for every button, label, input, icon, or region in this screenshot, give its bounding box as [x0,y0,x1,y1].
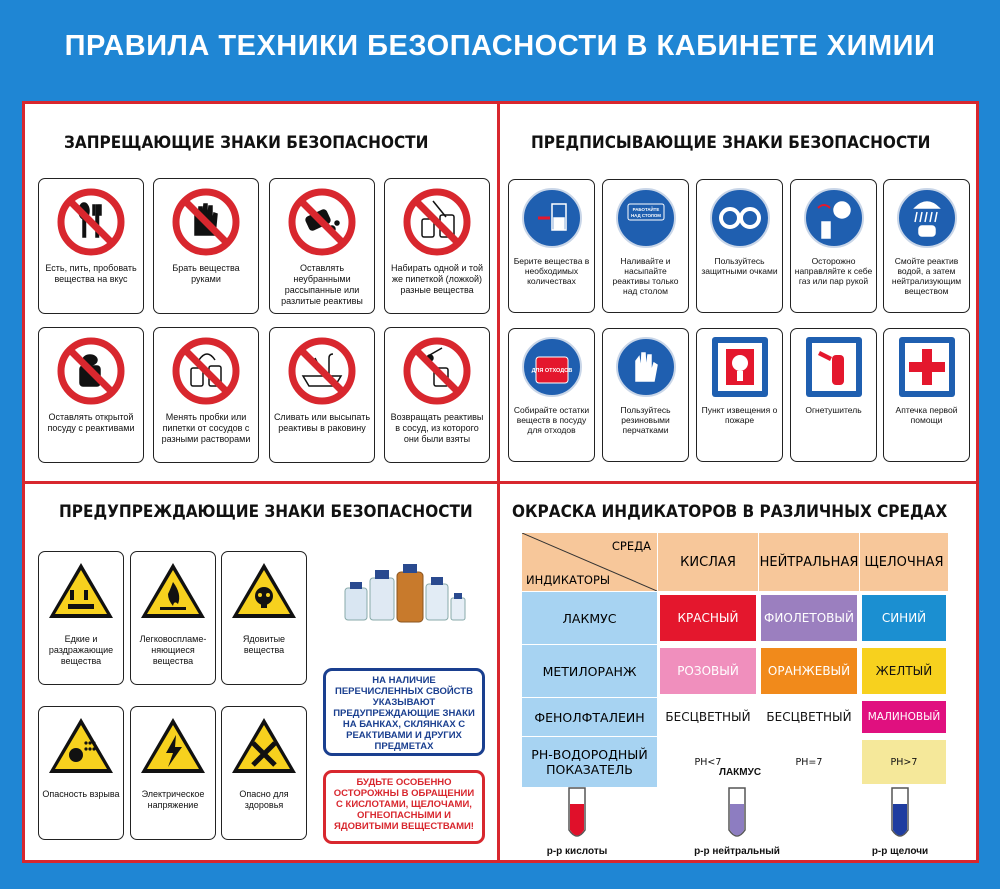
high-voltage-icon [138,715,208,782]
svg-text:РАБОТАЙТЕ: РАБОТАЙТЕ [632,207,659,212]
indicator-cell [759,645,860,698]
indicator-color: БЕСЦВЕТНЫЙ [660,701,756,733]
indicator-name: МЕТИЛОРАНЖ [522,645,658,698]
no-hand-touch-icon [171,187,241,262]
prohibiting-label: Возвращать реактивы в сосуд, из которого они были взяты [390,412,484,444]
no-sink-icon [287,336,357,411]
svg-text:ДЛЯ ОТХОДОВ: ДЛЯ ОТХОДОВ [531,368,572,374]
warning-card [130,706,216,840]
no-eating-icon [56,187,126,262]
indicator-color: РН=7 [761,740,857,784]
mandatory-card [696,328,783,462]
fire-alarm-icon [708,335,772,404]
indicator-color: МАЛИНОВЫЙ [862,701,946,733]
indicator-cell [860,645,949,698]
test-tube [888,786,912,842]
mandatory-card [602,328,689,462]
mandatory-label: Пользуйтесь защитными очками [701,256,778,276]
waste-icon [520,335,584,404]
divider-horizontal [22,481,979,484]
mandatory-label: Пункт извещения о пожаре [701,405,778,425]
prohibiting-label: Есть, пить, пробовать вещества на вкус [45,263,137,284]
mandatory-label: Пользуйтесь резиновыми перчатками [620,405,671,435]
warning-card [38,706,124,840]
tube-label: р-р нейтральный [694,846,780,857]
prohibiting-title: ЗАПРЕЩАЮЩИЕ ЗНАКИ БЕЗОПАСНОСТИ [64,133,429,153]
mandatory-label: Осторожно направляйте к себе газ или пар рукой [794,256,873,286]
indicator-name: РН-ВОДОРОДНЫЙ ПОКАЗАТЕЛЬ [522,737,658,788]
warning-card [130,551,216,685]
media-header: ЩЕЛОЧНАЯ [860,533,949,592]
mandatory-card [696,179,783,313]
indicators-title: ОКРАСКА ИНДИКАТОРОВ В РАЗЛИЧНЫХ СРЕДАХ [512,502,948,522]
indicator-color: БЕСЦВЕТНЫЙ [761,701,857,733]
mandatory-card [883,179,970,313]
mandatory-label: Наливайте и насыпайте реактивы только над столом [612,256,679,296]
goggles-icon [708,186,772,255]
prohibiting-label: Сливать или высыпать реактивы в раковину [273,412,371,433]
first-aid-icon [895,335,959,404]
prohibiting-label: Набирать одной и той же пипеткой (ложкой) разные вещества [391,263,483,295]
mandatory-label: Аптечка первой помощи [895,405,958,425]
bottles-illustration [340,558,470,628]
warning-label: Опасно для здоровья [239,789,289,810]
warning-note-blue: НА НАЛИЧИЕ ПЕРЕЧИСЛЕННЫХ СВОЙСТВ УКАЗЫВАЮТ ПРЕДУПРЕЖДАЮЩИЕ ЗНАКИ НА БАНКАХ, СКЛЯНКАХ С РЕАКТИВАМИ И ДРУГИХ ПРЕДМЕТАХ [323,668,485,756]
prohibiting-card [384,178,490,314]
corner-indicator-label: ИНДИКАТОРЫ [526,573,611,587]
prohibiting-card [38,178,144,314]
prohibiting-card [153,178,259,314]
indicator-cell [759,737,860,788]
prohibiting-card [384,327,490,463]
warning-label: Едкие и раздражающие вещества [48,634,114,666]
indicator-color: ФИОЛЕТОВЫЙ [761,595,857,641]
indicator-cell [860,737,949,788]
prohibiting-card [38,327,144,463]
no-spill-icon [287,187,357,262]
indicator-cell [860,592,949,645]
mandatory-card [508,328,595,462]
warning-label: Опасность взрыва [42,789,120,799]
indicator-name: ФЕНОЛФТАЛЕИН [522,698,658,737]
mandatory-card [602,179,689,313]
corner-media-label: СРЕДА [611,539,651,553]
indicator-cell [759,698,860,737]
page-title: ПРАВИЛА ТЕХНИКИ БЕЗОПАСНОСТИ В КАБИНЕТЕ ХИМИИ [64,30,936,62]
tubes-title: ЛАКМУС [718,767,762,778]
indicator-color: РОЗОВЫЙ [660,648,756,694]
warning-label: Электрическое напряжение [141,789,205,810]
mandatory-label: Собирайте остатки веществ в посуду для отходов [513,405,590,435]
warning-label: Легковоспламе-няющиеся вещества [139,634,207,666]
toxic-icon [229,560,299,627]
indicator-color: ОРАНЖЕВЫЙ [761,648,857,694]
mandatory-label: Берите вещества в необходимых количествах [513,256,590,286]
prohibiting-label: Менять пробки или пипетки от сосудов с разными растворами [161,412,251,444]
no-swap-caps-icon [171,336,241,411]
indicator-color: ЖЕЛТЫЙ [862,648,946,694]
indicator-cell [860,698,949,737]
svg-text:НАД СТОЛОМ: НАД СТОЛОМ [630,213,661,218]
indicator-cell [658,698,759,737]
no-open-jar-icon [56,336,126,411]
test-tube [725,786,749,842]
warning-title: ПРЕДУПРЕЖДАЮЩИЕ ЗНАКИ БЕЗОПАСНОСТИ [59,502,473,522]
gloves-icon [614,335,678,404]
indicator-color: СИНИЙ [862,595,946,641]
shower-icon [895,186,959,255]
indicator-cell [658,592,759,645]
prohibiting-card [269,178,375,314]
flammable-icon [138,560,208,627]
tube-label: р-р кислоты [546,846,608,857]
prohibiting-label: Оставлять неубранными рассыпанные или разлитые реактивы [281,263,363,306]
indicator-cell [658,737,759,788]
mandatory-card [790,328,877,462]
mandatory-label: Огнетушитель [805,405,862,415]
mandatory-card [790,179,877,313]
mandatory-card [508,179,595,313]
warning-label: Ядовитые вещества [242,634,286,655]
indicator-color: РН<7 [660,740,756,784]
warning-card [221,551,307,685]
indicator-cell [759,592,860,645]
prohibiting-card [269,327,375,463]
table-work-icon [614,186,678,255]
waft-gas-icon [802,186,866,255]
indicator-name: ЛАКМУС [522,592,658,645]
media-header: КИСЛАЯ [658,533,759,592]
indicator-color: КРАСНЫЙ [660,595,756,641]
prohibiting-label: Брать вещества руками [172,263,240,284]
warning-card [221,706,307,840]
indicators-table [521,532,949,788]
explosive-icon [46,715,116,782]
prohibiting-card [153,327,259,463]
harmful-icon [229,715,299,782]
prohibiting-label: Оставлять открытой посуду с реактивами [47,412,135,433]
warning-note-red: БУДЬТЕ ОСОБЕННО ОСТОРОЖНЫ В ОБРАЩЕНИИ С КИСЛОТАМИ, ЩЕЛОЧАМИ, ОГНЕОПАСНЫМИ И ЯДОВИТЫМИ ВЕЩЕСТВАМИ! [323,770,485,844]
warning-card [38,551,124,685]
measure-icon [520,186,584,255]
mandatory-label: Смойте реактив водой, а затем нейтрализующим веществом [891,256,962,296]
indicator-cell [658,645,759,698]
corner-cell [522,533,658,592]
extinguisher-icon [802,335,866,404]
test-tube [565,786,589,842]
media-header: НЕЙТРАЛЬНАЯ [759,533,860,592]
corrosive-icon [46,560,116,627]
indicator-color: РН>7 [862,740,946,784]
tube-label: р-р щелочи [871,846,929,857]
no-return-icon [402,336,472,411]
no-same-pipette-icon [402,187,472,262]
mandatory-card [883,328,970,462]
mandatory-title: ПРЕДПИСЫВАЮЩИЕ ЗНАКИ БЕЗОПАСНОСТИ [531,133,931,153]
